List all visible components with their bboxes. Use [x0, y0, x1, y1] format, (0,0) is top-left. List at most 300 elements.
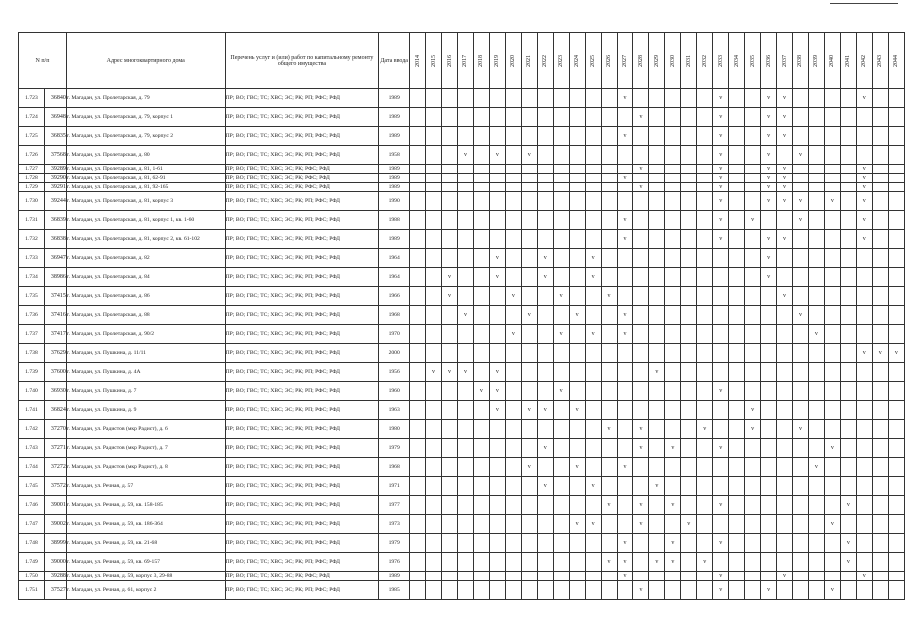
scheduled-mark: v [585, 515, 601, 534]
year-cell [569, 572, 585, 581]
year-cell [442, 192, 458, 211]
year-cell [824, 287, 840, 306]
year-cell [537, 127, 553, 146]
year-cell [505, 268, 521, 287]
year-cell [505, 306, 521, 325]
row-code: 36930 [44, 382, 66, 401]
row-code: 37568 [44, 146, 66, 165]
scheduled-mark: v [553, 287, 569, 306]
year-cell [553, 183, 569, 192]
year-cell [521, 268, 537, 287]
year-cell [617, 363, 633, 382]
year-cell [489, 458, 505, 477]
row-services: ПР; ВО; ГВС; ТС; ХВС; ЭС; РК; РФС; РФД [225, 183, 379, 192]
scheduled-mark: v [489, 401, 505, 420]
header-year-label: 2015 [430, 54, 437, 67]
header-year-label: 2038 [797, 54, 804, 67]
year-cell [808, 439, 824, 458]
year-cell [840, 127, 856, 146]
year-cell [505, 89, 521, 108]
year-cell [649, 211, 665, 230]
year-cell [824, 249, 840, 268]
header-year-label: 2019 [494, 54, 501, 67]
row-address: г. Магадан, ул. Пролетарская, д. 79, корпус 2 [66, 127, 225, 146]
year-cell [426, 211, 442, 230]
year-cell [585, 174, 601, 183]
year-cell [585, 534, 601, 553]
year-cell [473, 477, 489, 496]
year-cell [473, 287, 489, 306]
year-cell [553, 211, 569, 230]
year-cell [872, 192, 888, 211]
year-cell [761, 382, 777, 401]
scheduled-mark: v [777, 174, 793, 183]
year-cell [585, 211, 601, 230]
header-year-label: 2032 [701, 54, 708, 67]
year-cell [601, 325, 617, 344]
table-row [19, 174, 905, 183]
year-cell [872, 249, 888, 268]
row-number: 1.731 [19, 211, 45, 230]
year-cell [569, 165, 585, 174]
row-built-year: 1989 [379, 230, 410, 249]
year-cell [713, 458, 729, 477]
scheduled-mark: v [505, 325, 521, 344]
table-row [19, 165, 905, 174]
scheduled-mark: v [824, 439, 840, 458]
year-cell [840, 572, 856, 581]
year-cell [633, 344, 649, 363]
year-cell [601, 534, 617, 553]
year-cell [553, 192, 569, 211]
row-services: ПР; ВО; ГВС; ТС; ХВС; ЭС; РК; РП; РФС; РФД [225, 287, 379, 306]
row-code: 39288 [44, 572, 66, 581]
scheduled-mark: v [633, 496, 649, 515]
header-year [649, 33, 665, 89]
year-cell [649, 325, 665, 344]
year-cell [745, 458, 761, 477]
year-cell [442, 496, 458, 515]
year-cell [856, 439, 872, 458]
row-code: 39291 [44, 183, 66, 192]
header-year [856, 33, 872, 89]
year-cell [617, 268, 633, 287]
year-cell [745, 515, 761, 534]
scheduled-mark: v [489, 382, 505, 401]
year-cell [601, 268, 617, 287]
year-cell [745, 108, 761, 127]
scheduled-mark: v [473, 382, 489, 401]
year-cell [585, 458, 601, 477]
header-year [793, 33, 809, 89]
scheduled-mark: v [697, 420, 713, 439]
year-cell [840, 325, 856, 344]
scheduled-mark: v [617, 534, 633, 553]
year-cell [793, 230, 809, 249]
year-cell [585, 108, 601, 127]
header-year [410, 33, 426, 89]
year-cell [473, 268, 489, 287]
row-code: 39000 [44, 553, 66, 572]
year-cell [856, 287, 872, 306]
row-services: ПР; ВО; ГВС; ТС; ХВС; ЭС; РК; РП; РФС; РФД [225, 146, 379, 165]
year-cell [729, 477, 745, 496]
year-cell [777, 268, 793, 287]
year-cell [553, 439, 569, 458]
year-cell [505, 401, 521, 420]
year-cell [601, 344, 617, 363]
table-row [19, 249, 905, 268]
year-cell [856, 306, 872, 325]
header-year [808, 33, 824, 89]
year-cell [808, 287, 824, 306]
year-cell [585, 146, 601, 165]
year-cell [442, 249, 458, 268]
scheduled-mark: v [617, 325, 633, 344]
scheduled-mark: v [601, 496, 617, 515]
table-row [19, 306, 905, 325]
year-cell [569, 230, 585, 249]
year-cell [569, 553, 585, 572]
year-cell [888, 581, 904, 600]
year-cell [808, 108, 824, 127]
year-cell [872, 306, 888, 325]
year-cell [505, 192, 521, 211]
year-cell [713, 287, 729, 306]
year-cell [888, 165, 904, 174]
header-year [521, 33, 537, 89]
year-cell [888, 230, 904, 249]
year-cell [745, 477, 761, 496]
year-cell [824, 174, 840, 183]
year-cell [505, 458, 521, 477]
scheduled-mark: v [537, 439, 553, 458]
row-built-year: 1989 [379, 108, 410, 127]
row-services: ПР; ВО; ГВС; ТС; ХВС; ЭС; РК; РП; РФС; РФД [225, 363, 379, 382]
year-cell [537, 89, 553, 108]
year-cell [824, 553, 840, 572]
row-address: г. Магадан, ул. Пролетарская, д. 81, корпус 1, кв. 1-60 [66, 211, 225, 230]
year-cell [537, 458, 553, 477]
year-cell [761, 553, 777, 572]
year-cell [426, 165, 442, 174]
year-cell [808, 89, 824, 108]
year-cell [569, 108, 585, 127]
year-cell [808, 420, 824, 439]
year-cell [856, 581, 872, 600]
scheduled-mark: v [617, 127, 633, 146]
year-cell [649, 287, 665, 306]
year-cell [505, 183, 521, 192]
year-cell [633, 572, 649, 581]
row-number: 1.751 [19, 581, 45, 600]
year-cell [777, 581, 793, 600]
year-cell [665, 89, 681, 108]
year-cell [888, 192, 904, 211]
header-year-label: 2021 [526, 54, 533, 67]
year-cell [521, 572, 537, 581]
scheduled-mark: v [521, 146, 537, 165]
year-cell [473, 439, 489, 458]
row-number: 1.733 [19, 249, 45, 268]
year-cell [426, 146, 442, 165]
scheduled-mark: v [617, 306, 633, 325]
year-cell [665, 572, 681, 581]
table-row [19, 401, 905, 420]
year-cell [410, 553, 426, 572]
year-cell [793, 496, 809, 515]
year-cell [489, 174, 505, 183]
year-cell [410, 192, 426, 211]
year-cell [649, 382, 665, 401]
year-cell [681, 287, 697, 306]
year-cell [713, 515, 729, 534]
scheduled-mark: v [537, 249, 553, 268]
year-cell [601, 382, 617, 401]
year-cell [473, 325, 489, 344]
row-code: 37415 [44, 287, 66, 306]
row-built-year: 2000 [379, 344, 410, 363]
year-cell [697, 108, 713, 127]
scheduled-mark: v [761, 183, 777, 192]
scheduled-mark: v [633, 420, 649, 439]
row-code: 38999 [44, 534, 66, 553]
year-cell [840, 420, 856, 439]
header-year-label: 2014 [414, 54, 421, 67]
year-cell [888, 183, 904, 192]
year-cell [697, 183, 713, 192]
row-number: 1.728 [19, 174, 45, 183]
table-row [19, 127, 905, 146]
year-cell [793, 477, 809, 496]
scheduled-mark: v [617, 572, 633, 581]
scheduled-mark: v [633, 183, 649, 192]
year-cell [473, 192, 489, 211]
year-cell [729, 192, 745, 211]
year-cell [442, 572, 458, 581]
year-cell [585, 306, 601, 325]
year-cell [473, 458, 489, 477]
year-cell [410, 165, 426, 174]
row-services: ПР; ВО; ГВС; ТС; ХВС; ЭС; РК; РП; РФС; РФД [225, 306, 379, 325]
year-cell [553, 174, 569, 183]
year-cell [521, 534, 537, 553]
year-cell [697, 249, 713, 268]
year-cell [888, 306, 904, 325]
year-cell [856, 496, 872, 515]
year-cell [793, 108, 809, 127]
year-cell [505, 146, 521, 165]
year-cell [442, 458, 458, 477]
year-cell [697, 325, 713, 344]
header-year-label: 2034 [733, 54, 740, 67]
year-cell [457, 553, 473, 572]
header-year [681, 33, 697, 89]
year-cell [569, 420, 585, 439]
header-year [442, 33, 458, 89]
year-cell [777, 146, 793, 165]
table-header-row [19, 33, 905, 89]
year-cell [585, 127, 601, 146]
year-cell [569, 496, 585, 515]
year-cell [840, 146, 856, 165]
row-number: 1.735 [19, 287, 45, 306]
year-cell [489, 108, 505, 127]
year-cell [888, 89, 904, 108]
header-year [537, 33, 553, 89]
row-services: ПР; ВО; ГВС; ТС; ХВС; ЭС; РК; РФС; РФД [225, 572, 379, 581]
year-cell [840, 477, 856, 496]
year-cell [537, 496, 553, 515]
year-cell [729, 146, 745, 165]
row-built-year: 1966 [379, 287, 410, 306]
row-code: 37629 [44, 344, 66, 363]
row-code: 37417 [44, 325, 66, 344]
year-cell [489, 496, 505, 515]
year-cell [649, 165, 665, 174]
row-services: ПР; ВО; ГВС; ТС; ХВС; ЭС; РК; РП; РФС; РФД [225, 553, 379, 572]
year-cell [697, 174, 713, 183]
year-cell [410, 108, 426, 127]
year-cell [649, 89, 665, 108]
year-cell [649, 344, 665, 363]
year-cell [601, 230, 617, 249]
year-cell [793, 127, 809, 146]
year-cell [665, 325, 681, 344]
year-cell [553, 127, 569, 146]
year-cell [426, 496, 442, 515]
row-built-year: 1989 [379, 89, 410, 108]
scheduled-mark: v [777, 192, 793, 211]
row-address: г. Магадан, ул. Пролетарская, д. 80 [66, 146, 225, 165]
year-cell [569, 192, 585, 211]
year-cell [473, 401, 489, 420]
scheduled-mark: v [617, 458, 633, 477]
year-cell [856, 515, 872, 534]
year-cell [410, 127, 426, 146]
header-built: Дата ввода [379, 33, 410, 89]
scheduled-mark: v [601, 553, 617, 572]
year-cell [489, 420, 505, 439]
scheduled-mark: v [649, 553, 665, 572]
year-cell [426, 477, 442, 496]
table-row [19, 325, 905, 344]
year-cell [681, 325, 697, 344]
scheduled-mark: v [665, 553, 681, 572]
year-cell [457, 268, 473, 287]
year-cell [426, 249, 442, 268]
year-cell [649, 249, 665, 268]
year-cell [410, 89, 426, 108]
year-cell [457, 572, 473, 581]
table-row [19, 515, 905, 534]
year-cell [665, 515, 681, 534]
row-built-year: 1989 [379, 183, 410, 192]
row-number: 1.727 [19, 165, 45, 174]
year-cell [681, 363, 697, 382]
header-year-label: 2039 [813, 54, 820, 67]
year-cell [585, 165, 601, 174]
row-code: 36838 [44, 230, 66, 249]
year-cell [410, 146, 426, 165]
year-cell [457, 230, 473, 249]
table-row [19, 183, 905, 192]
row-address: г. Магадан, ул. Речная, д. 59, кв. 21-68 [66, 534, 225, 553]
year-cell [553, 420, 569, 439]
scheduled-mark: v [856, 192, 872, 211]
table-row [19, 553, 905, 572]
row-number: 1.723 [19, 89, 45, 108]
year-cell [697, 192, 713, 211]
year-cell [537, 174, 553, 183]
year-cell [872, 211, 888, 230]
year-cell [521, 211, 537, 230]
year-cell [777, 401, 793, 420]
year-cell [633, 174, 649, 183]
year-cell [824, 146, 840, 165]
year-cell [665, 230, 681, 249]
year-cell [521, 496, 537, 515]
year-cell [617, 146, 633, 165]
year-cell [601, 146, 617, 165]
year-cell [521, 477, 537, 496]
scheduled-mark: v [713, 572, 729, 581]
year-cell [888, 420, 904, 439]
year-cell [505, 249, 521, 268]
year-cell [824, 363, 840, 382]
row-address: г. Магадан, ул. Пролетарская, д. 79, корпус 1 [66, 108, 225, 127]
year-cell [537, 382, 553, 401]
year-cell [856, 108, 872, 127]
year-cell [633, 477, 649, 496]
year-cell [442, 127, 458, 146]
year-cell [473, 230, 489, 249]
year-cell [489, 572, 505, 581]
year-cell [457, 211, 473, 230]
year-cell [824, 325, 840, 344]
year-cell [617, 165, 633, 174]
year-cell [681, 581, 697, 600]
table-row [19, 439, 905, 458]
year-cell [697, 89, 713, 108]
scheduled-mark: v [713, 230, 729, 249]
year-cell [410, 211, 426, 230]
year-cell [553, 572, 569, 581]
year-cell [649, 183, 665, 192]
year-cell [872, 165, 888, 174]
scheduled-mark: v [665, 439, 681, 458]
year-cell [426, 344, 442, 363]
year-cell [553, 515, 569, 534]
year-cell [457, 515, 473, 534]
row-number: 1.749 [19, 553, 45, 572]
row-services: ПР; ВО; ГВС; ТС; ХВС; ЭС; РК; РП; РФС; РФД [225, 230, 379, 249]
year-cell [633, 287, 649, 306]
year-cell [585, 496, 601, 515]
year-cell [585, 230, 601, 249]
year-cell [697, 306, 713, 325]
row-built-year: 1977 [379, 496, 410, 515]
year-cell [505, 439, 521, 458]
row-number: 1.734 [19, 268, 45, 287]
year-cell [457, 477, 473, 496]
year-cell [681, 477, 697, 496]
year-cell [824, 496, 840, 515]
year-cell [553, 268, 569, 287]
year-cell [442, 534, 458, 553]
year-cell [872, 230, 888, 249]
year-cell [521, 420, 537, 439]
